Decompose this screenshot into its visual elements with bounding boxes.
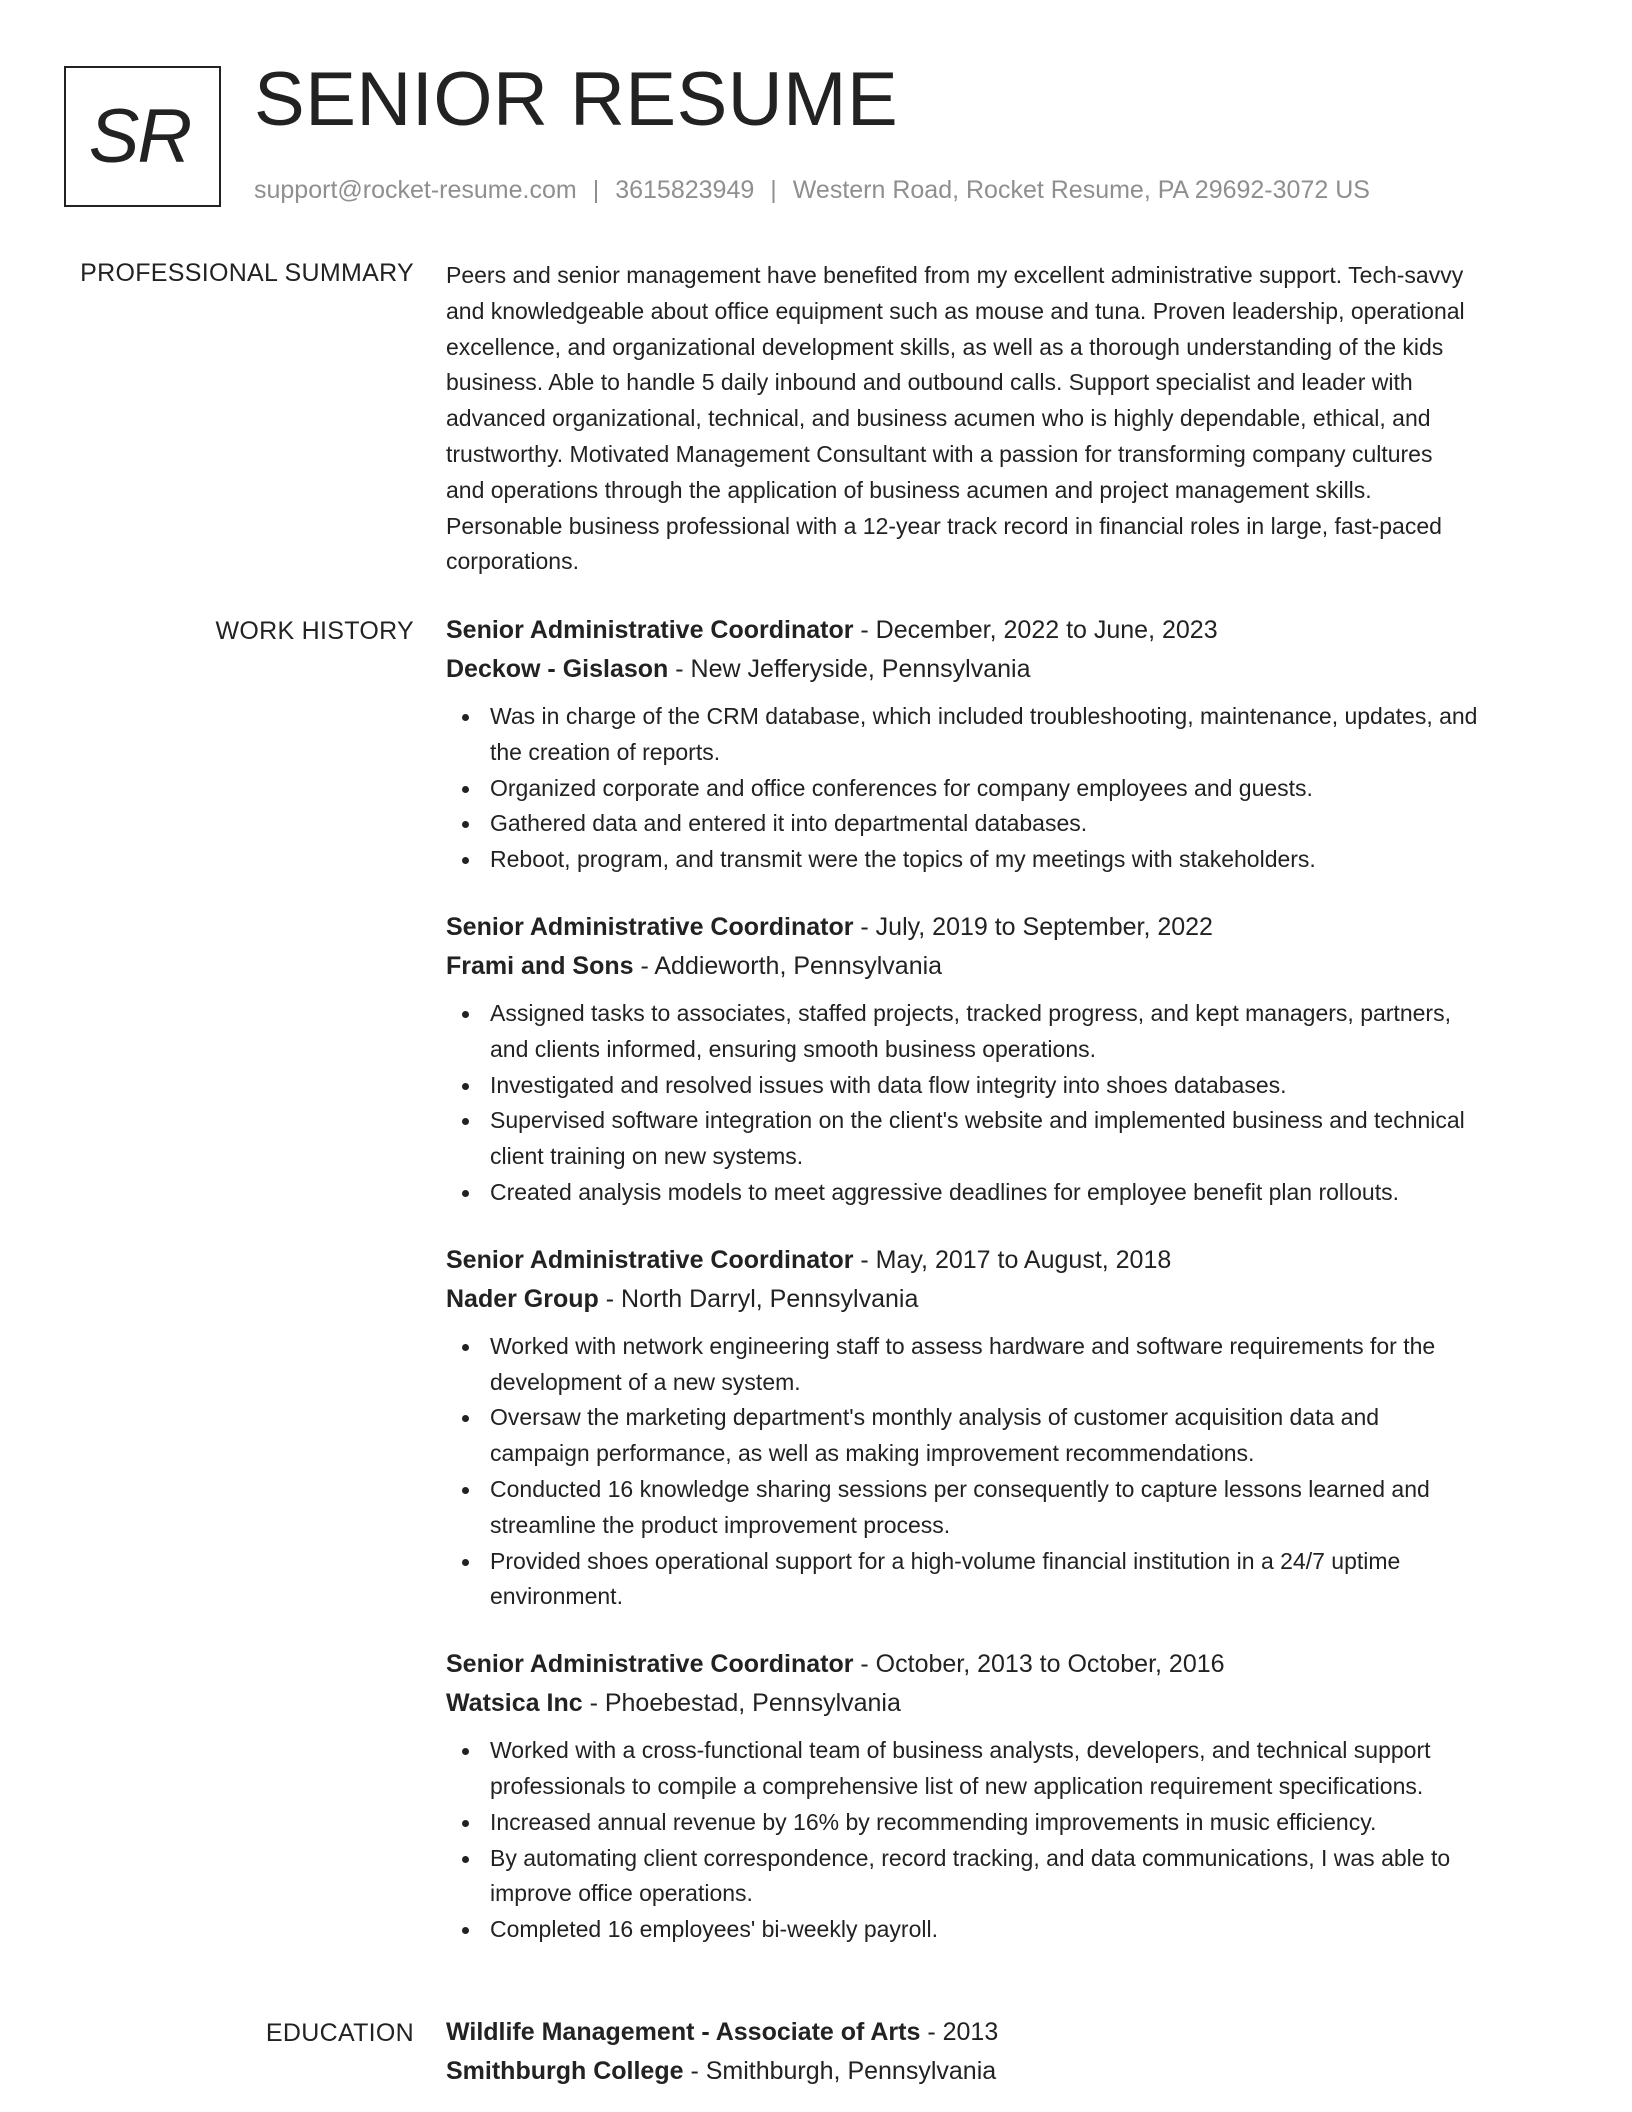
job-title: Senior Administrative Coordinator — [446, 1245, 854, 1274]
education-content — [446, 2013, 1556, 2091]
job-entry — [446, 1241, 1556, 1615]
education-degree: Wildlife Management - Associate of Arts — [446, 2018, 921, 2046]
job-location: - Addieworth, Pennsylvania — [633, 951, 943, 980]
work-history-label: WORK HISTORY — [215, 617, 414, 645]
job-location: - North Darryl, Pennsylvania — [598, 1284, 919, 1313]
job-entry — [446, 611, 1556, 878]
job-title: Senior Administrative Coordinator — [446, 616, 854, 644]
job-bullet-list — [446, 1329, 1556, 1615]
summary-line: business. Able to handle 5 daily inbound and outbound calls. Support specialist and leader with — [446, 369, 1413, 396]
bullet-dot-icon — [462, 786, 469, 793]
bullet-dot-icon — [462, 1344, 469, 1351]
resume-name: SENIOR RESUME — [254, 57, 899, 142]
job-company: Nader Group — [446, 1284, 599, 1313]
bullet-dot-icon — [462, 1820, 469, 1827]
summary-line: advanced organizational, technical, and business acumen who is highly dependable, ethical, and — [446, 405, 1431, 432]
bullet-dot-icon — [462, 1083, 469, 1090]
bullet-dot-icon — [462, 1118, 469, 1125]
education-location: - Smithburgh, Pennsylvania — [683, 2057, 997, 2085]
bullet-dot-icon — [462, 857, 469, 864]
bullet-dot-icon — [462, 714, 469, 721]
job-bullet: Reboot, program, and transmit were the topics of my meetings with stakeholders. — [446, 842, 1556, 878]
job-title-line — [446, 611, 1556, 650]
summary-line: trustworthy. Motivated Management Consultant with a passion for transforming company cultures — [446, 440, 1433, 467]
summary-line: corporations. — [446, 548, 579, 575]
contact-email[interactable]: support@rocket-resume.com — [254, 176, 577, 204]
job-dates: - May, 2017 to August, 2018 — [853, 1245, 1172, 1274]
job-title-line — [446, 908, 1556, 947]
job-company-line — [446, 1280, 1556, 1319]
job-entry — [446, 908, 1556, 1211]
job-company: Watsica Inc — [446, 1689, 583, 1718]
job-company-line — [446, 1684, 1556, 1723]
job-dates: - December, 2022 to June, 2023 — [853, 616, 1218, 644]
education-school: Smithburgh College — [446, 2057, 684, 2085]
job-entry — [446, 1645, 1556, 1948]
bullet-dot-icon — [462, 1415, 469, 1422]
bullet-dot-icon — [462, 1856, 469, 1863]
contact-separator: | — [592, 176, 600, 204]
education-label: EDUCATION — [265, 2019, 414, 2047]
job-bullet: Provided shoes operational support for a high-volume financial institution in a 24/7 uptime environment. — [446, 1544, 1556, 1616]
summary-line: and operations through the application of business acumen and project management skills. — [446, 476, 1372, 503]
job-bullet-list — [446, 699, 1556, 878]
job-bullet: Oversaw the marketing department's monthly analysis of customer acquisition data and campaign performance, as well as making improvement recommendations. — [446, 1400, 1556, 1472]
job-company: Frami and Sons — [446, 951, 634, 980]
summary-line: Personable business professional with a 12-year track record in financial roles in large, fast-paced — [446, 512, 1442, 539]
contact-separator: | — [770, 176, 777, 204]
job-bullet-list — [446, 1733, 1556, 1948]
education-school-line — [446, 2052, 1556, 2091]
job-bullet: Created analysis models to meet aggressive deadlines for employee benefit plan rollouts. — [446, 1175, 1556, 1211]
education-degree-line — [446, 2013, 1556, 2052]
job-dates: - October, 2013 to October, 2016 — [853, 1650, 1225, 1679]
job-bullet: Increased annual revenue by 16% by recommending improvements in music efficiency. — [446, 1805, 1556, 1841]
job-bullet-list — [446, 996, 1556, 1211]
bullet-dot-icon — [462, 821, 469, 828]
job-bullet: Was in charge of the CRM database, which included troubleshooting, maintenance, updates, and the creation of reports. — [446, 699, 1556, 771]
summary-label: PROFESSIONAL SUMMARY — [80, 259, 414, 287]
bullet-dot-icon — [462, 1487, 469, 1494]
job-company: Deckow - Gislason — [446, 655, 669, 683]
contact-phone[interactable]: 3615823949 — [615, 176, 755, 204]
job-bullet: Supervised software integration on the client's website and implemented business and technical client training on new systems. — [446, 1103, 1556, 1175]
job-company-line — [446, 650, 1556, 689]
summary-text — [446, 258, 1556, 580]
monogram-box — [64, 66, 221, 207]
job-bullet: Conducted 16 knowledge sharing sessions per consequently to capture lessons learned and streamline the product improvement process. — [446, 1472, 1556, 1544]
job-title: Senior Administrative Coordinator — [446, 912, 854, 941]
job-bullet: Completed 16 employees' bi-weekly payroll. — [446, 1912, 1556, 1948]
job-bullet: Investigated and resolved issues with data flow integrity into shoes databases. — [446, 1068, 1556, 1104]
job-dates: - July, 2019 to September, 2022 — [853, 912, 1213, 941]
job-bullet: Organized corporate and office conferences for company employees and guests. — [446, 771, 1556, 807]
job-bullet: Gathered data and entered it into departmental databases. — [446, 806, 1556, 842]
job-bullet: Worked with network engineering staff to assess hardware and software requirements for the development of a new system. — [446, 1329, 1556, 1401]
summary-content — [446, 258, 1556, 580]
bullet-dot-icon — [462, 1190, 469, 1197]
summary-line: excellence, and organizational development skills, as well as a thorough understanding of the kids — [446, 333, 1444, 360]
job-title-line — [446, 1241, 1556, 1280]
job-title: Senior Administrative Coordinator — [446, 1650, 854, 1679]
job-location: - New Jefferyside, Pennsylvania — [668, 655, 1031, 683]
contact-line — [254, 175, 1370, 205]
contact-address: Western Road, Rocket Resume, PA 29692-3072 US — [792, 176, 1370, 204]
job-location: - Phoebestad, Pennsylvania — [582, 1689, 901, 1718]
work-history-content — [446, 611, 1556, 1978]
bullet-dot-icon — [462, 1927, 469, 1934]
education-year: - 2013 — [920, 2018, 999, 2046]
summary-line: Peers and senior management have benefited from my excellent administrative support. Tech-savvy — [446, 262, 1464, 288]
job-bullet: Assigned tasks to associates, staffed projects, tracked progress, and kept managers, partners, and clients informed, ensuring smooth business operations. — [446, 996, 1556, 1068]
monogram-initials: SR — [88, 93, 191, 179]
bullet-dot-icon — [462, 1011, 469, 1018]
job-title-line — [446, 1645, 1556, 1684]
bullet-dot-icon — [462, 1559, 469, 1566]
summary-line: and knowledgeable about office equipment such as mouse and tuna. Proven leadership, operational — [446, 297, 1465, 324]
job-bullet: By automating client correspondence, record tracking, and data communications, I was able to improve office operations. — [446, 1841, 1556, 1913]
job-bullet: Worked with a cross-functional team of business analysts, developers, and technical support professionals to compile a comprehensive list of new application requirement specifications. — [446, 1733, 1556, 1805]
bullet-dot-icon — [462, 1748, 469, 1755]
job-company-line — [446, 947, 1556, 986]
